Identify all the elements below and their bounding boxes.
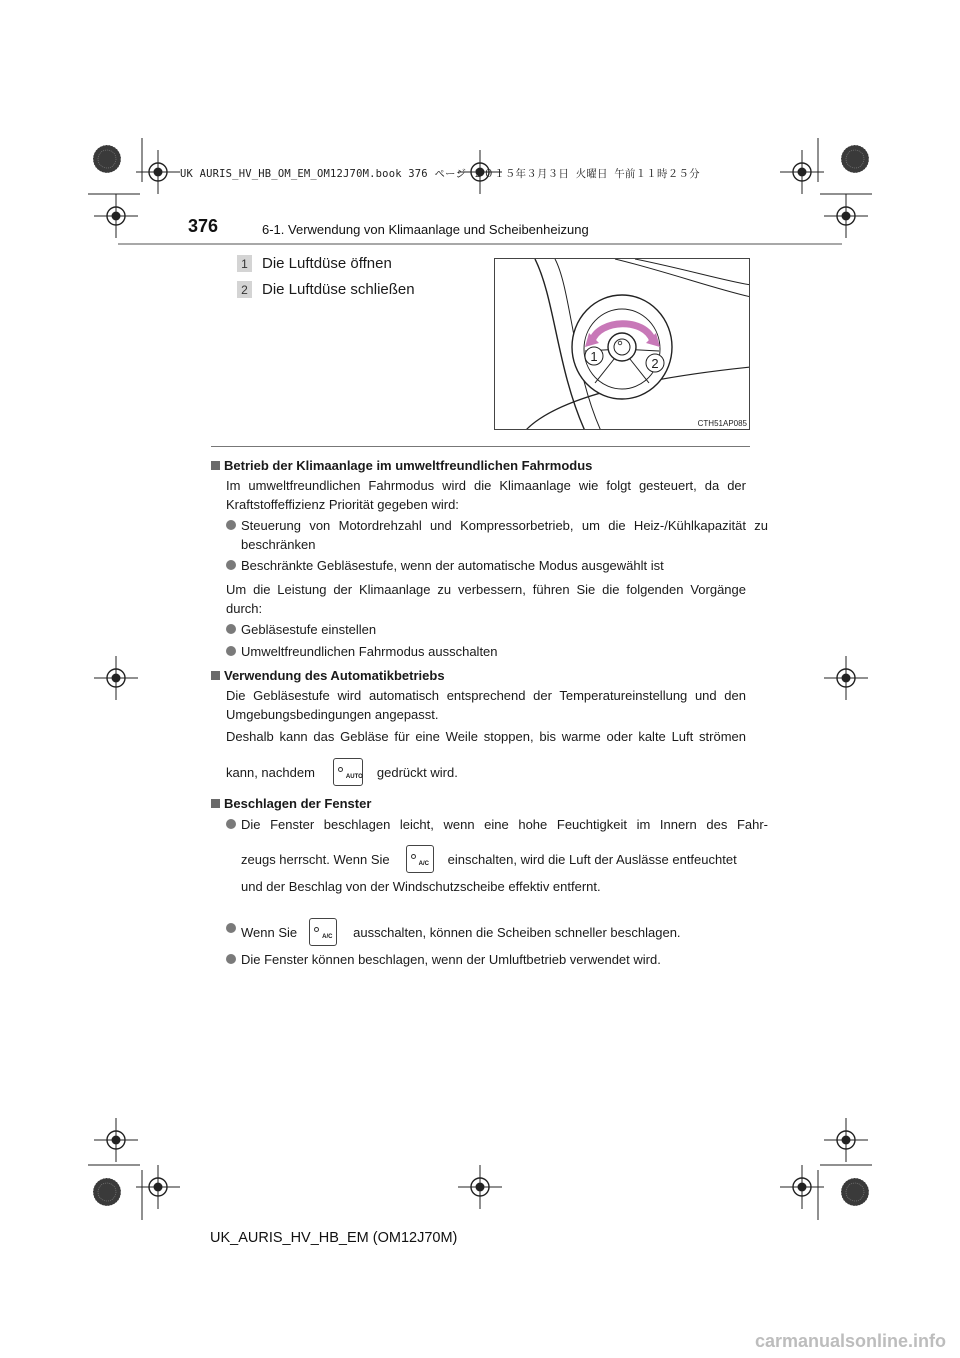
- indicator-light-icon: [314, 927, 319, 932]
- fog-heading-text: Beschlagen der Fenster: [224, 796, 372, 811]
- bullet-dot-icon: [226, 954, 236, 964]
- fog-bullet-2-before: Wenn Sie: [241, 924, 298, 940]
- fog-bullet-1-line-1: Die Fenster beschlagen leicht, wenn eine hohe Feuchtigkeit im Innern des Fahr-: [241, 817, 768, 832]
- auto-heading: [211, 666, 445, 685]
- ac-button-label: A/C: [322, 934, 333, 940]
- book-info-line: UK AURIS_HV_HB_OM_EM_OM12J70M.book 376 ページ ２０１５年３月３日 火曜日 午前１１時２５分: [180, 168, 700, 180]
- eco-bullet-4-text: Umweltfreundlichen Fahrmodus ausschalten: [241, 644, 498, 659]
- figure-code: CTH51AP085: [697, 419, 747, 428]
- auto-line-4: [226, 758, 458, 786]
- eco-para-line-1: Um die Leistung der Klimaanlage zu verbessern, führen Sie die folgenden Vorgänge: [226, 582, 746, 597]
- auto-line-4-before: kann, nachdem: [226, 764, 315, 780]
- eco-bullet-2: [226, 556, 664, 575]
- footer-model-code: UK_AURIS_HV_HB_EM (OM12J70M): [210, 1230, 458, 1246]
- eco-bullet-4: [226, 642, 498, 661]
- eco-bullet-3: [226, 620, 376, 639]
- bullet-dot-icon: [226, 624, 236, 634]
- eco-intro-line-1: Im umweltfreundlichen Fahrmodus wird die Klimaanlage wie folgt gesteuert, da der: [226, 478, 746, 493]
- bullet-dot-icon: [226, 646, 236, 656]
- eco-intro-line-2: Kraftstoffeffizienz Priorität gegeben wird:: [226, 497, 459, 512]
- eco-bullet-1: [226, 516, 768, 554]
- fog-bullet-3-text: Die Fenster können beschlagen, wenn der Umluftbetrieb verwendet wird.: [241, 952, 661, 967]
- ac-button-label: A/C: [418, 861, 429, 867]
- figure-rule: [211, 446, 750, 447]
- auto-button-label: AUTO: [345, 774, 363, 780]
- header-rule: [118, 243, 842, 245]
- fog-line-2-after: einschalten, wird die Luft der Auslässe entfeuchtet: [447, 851, 737, 867]
- eco-bullet-1-line-2: beschränken: [241, 537, 316, 552]
- watermark: carmanualsonline.info: [754, 1331, 946, 1351]
- square-bullet-icon: [211, 671, 220, 680]
- indicator-light-icon: [411, 854, 416, 859]
- fog-bullet-2-after: ausschalten, können die Scheiben schneller beschlagen.: [353, 924, 681, 940]
- auto-line-4-after: gedrückt wird.: [376, 764, 458, 780]
- legend-label: Die Luftdüse öffnen: [262, 255, 392, 272]
- fog-line-2-before: zeugs herrscht. Wenn Sie: [241, 851, 390, 867]
- eco-bullet-1-line-1: Steuerung von Motordrehzahl und Kompressorbetrieb, um die Heiz-/Kühlkapazität zu: [241, 518, 768, 533]
- bullet-dot-icon: [226, 520, 236, 530]
- square-bullet-icon: [211, 799, 220, 808]
- bullet-dot-icon: [226, 560, 236, 570]
- fog-bullet-1: [226, 815, 768, 834]
- callout-1: 1: [590, 349, 598, 364]
- eco-heading: [211, 456, 592, 475]
- section-title: 6-1. Verwendung von Klimaanlage und Scheibenheizung: [262, 222, 589, 237]
- eco-para-line-2: durch:: [226, 601, 263, 616]
- auto-heading-text: Verwendung des Automatikbetriebs: [224, 668, 445, 683]
- callout-2: 2: [651, 356, 659, 371]
- legend-number: 1: [237, 255, 252, 272]
- eco-heading-text: Betrieb der Klimaanlage im umweltfreundlichen Fahrmodus: [224, 458, 593, 473]
- legend-item-open: [237, 255, 392, 272]
- auto-line-1: Die Gebläsestufe wird automatisch entsprechend der Temperatureinstellung und den: [226, 688, 746, 703]
- square-bullet-icon: [211, 461, 220, 470]
- air-vent-figure: [494, 258, 750, 430]
- fog-bullet-1-line-2: [241, 845, 737, 873]
- fog-bullet-1-line-3: und der Beschlag von der Windschutzscheibe effektiv entfernt.: [241, 879, 601, 894]
- eco-bullet-2-text: Beschränkte Gebläsestufe, wenn der automatische Modus ausgewählt ist: [241, 558, 664, 573]
- legend-item-close: [237, 281, 415, 298]
- indicator-light-icon: [338, 767, 343, 772]
- legend-number: 2: [237, 281, 252, 298]
- fog-bullet-2: [226, 918, 681, 946]
- air-vent-illustration: [495, 259, 750, 430]
- legend-label: Die Luftdüse schließen: [262, 281, 415, 298]
- page-number: 376: [188, 216, 219, 236]
- ac-button-icon: [406, 845, 434, 873]
- auto-button-icon: [333, 758, 363, 786]
- fog-heading: [211, 794, 371, 813]
- eco-bullet-3-text: Gebläsestufe einstellen: [241, 622, 377, 637]
- auto-line-3: Deshalb kann das Gebläse für eine Weile stoppen, bis warme oder kalte Luft strömen: [226, 729, 746, 744]
- auto-line-2: Umgebungsbedingungen angepasst.: [226, 707, 439, 722]
- bullet-dot-icon: [226, 923, 236, 933]
- bullet-dot-icon: [226, 819, 236, 829]
- fog-bullet-3: [226, 950, 661, 969]
- ac-button-icon: [309, 918, 337, 946]
